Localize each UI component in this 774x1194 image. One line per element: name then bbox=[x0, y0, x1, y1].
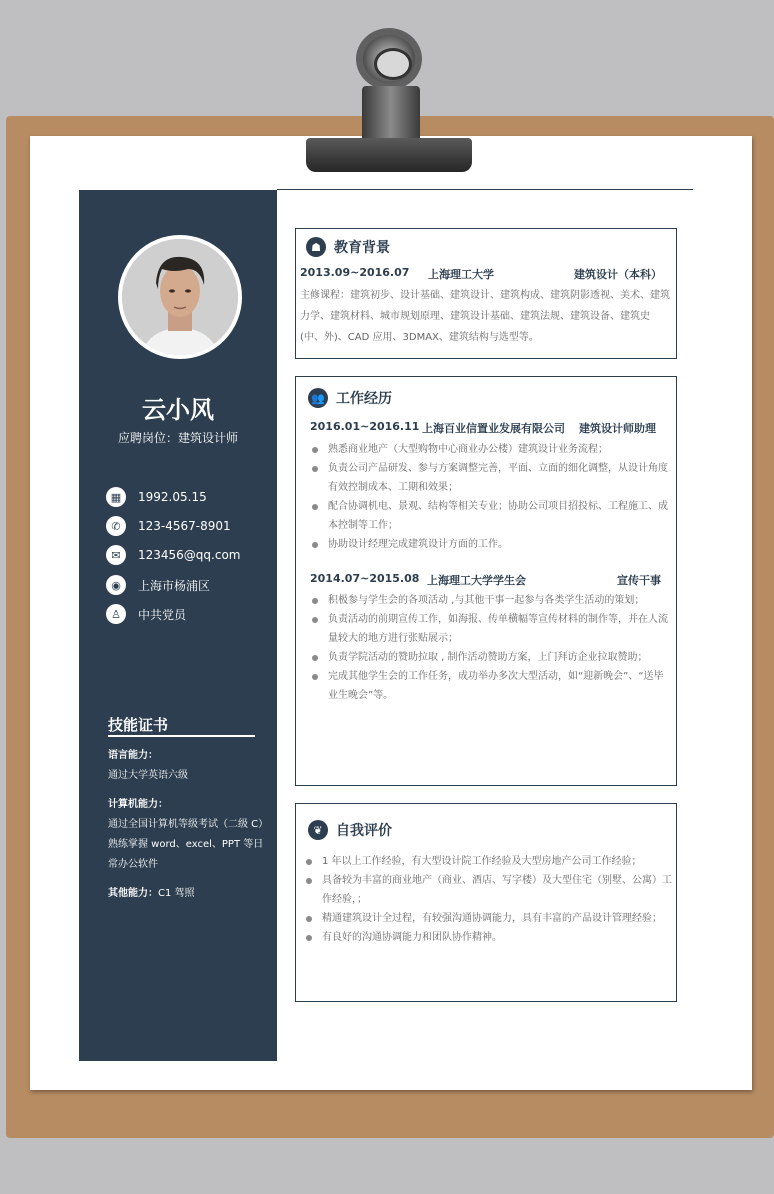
phone-text: 123-4567-8901 bbox=[138, 519, 231, 533]
job-2-duties bbox=[310, 591, 672, 705]
header-rule bbox=[277, 189, 693, 190]
work-title: 工作经历 bbox=[336, 391, 392, 407]
list-item: 精通建筑设计全过程，有较强沟通协调能力，具有丰富的产品设计管理经验； bbox=[304, 909, 674, 928]
contact-email bbox=[106, 544, 241, 566]
language-value: 通过大学英语六级 bbox=[108, 770, 188, 781]
party-text: 中共党员 bbox=[138, 607, 187, 622]
job-role: 宣传干事 bbox=[617, 574, 661, 587]
clip-plate bbox=[362, 86, 420, 146]
contact-location bbox=[106, 574, 210, 596]
list-item: 协助设计经理完成建筑设计方面的工作。 bbox=[310, 535, 670, 554]
language-label: 语言能力： bbox=[108, 750, 158, 761]
list-item: 积极参与学生会的各项活动 ,与其他干事一起参与各类学生活动的策划； bbox=[310, 591, 672, 610]
contact-birthdate bbox=[106, 486, 207, 508]
education-courses: 主修课程：建筑初步、设计基础、建筑设计、建筑构成、建筑阴影透视、美术、建筑力学、建筑材料、城市规划原理、建筑设计基础、建筑法规、建筑设备、建筑史(中、外)、CAD 应用、3DMAX、建筑结构与选型等。 bbox=[300, 290, 670, 343]
self-eval-title: 自我评价 bbox=[336, 823, 392, 839]
people-icon: 👥 bbox=[308, 388, 328, 408]
education-title: 教育背景 bbox=[334, 240, 390, 256]
birthdate-text: 1992.05.15 bbox=[138, 490, 207, 504]
candidate-name: 云小风 bbox=[142, 396, 214, 424]
phone-icon: ✆ bbox=[106, 516, 126, 536]
leaf-icon: ❦ bbox=[308, 820, 328, 840]
list-item: 配合协调机电、景观、结构等相关专业；协助公司项目招投标、工程施工、成本控制等工作； bbox=[310, 497, 670, 535]
avatar bbox=[118, 235, 242, 359]
job-row-1 bbox=[310, 420, 656, 436]
education-row bbox=[300, 266, 662, 282]
job-company: 上海理工大学学生会 bbox=[427, 574, 526, 587]
list-item: 完成其他学生会的工作任务，成功举办多次大型活动，如“迎新晚会”、“送毕业生晚会”等。 bbox=[310, 667, 672, 705]
job-period: 2016.01~2016.11 bbox=[310, 420, 420, 433]
contact-phone bbox=[106, 515, 231, 537]
location-text: 上海市杨浦区 bbox=[138, 578, 211, 593]
work-header bbox=[308, 388, 392, 408]
clip-base bbox=[306, 138, 472, 172]
education-school: 上海理工大学 bbox=[428, 268, 494, 281]
list-item: 负责活动的前期宣传工作，如海报、传单横幅等宣传材料的制作等，并在人流量较大的地方进行张贴展示； bbox=[310, 610, 672, 648]
job-role: 建筑设计师助理 bbox=[579, 422, 656, 435]
graduation-icon: ☗ bbox=[306, 237, 326, 257]
person-icon: ♙ bbox=[106, 604, 126, 624]
job-1-duties bbox=[310, 440, 670, 554]
list-item: 具备较为丰富的商业地产（商业、酒店、写字楼）及大型住宅（别墅、公寓）工作经验，； bbox=[304, 871, 674, 909]
list-item: 负责公司产品研发、参与方案调整完善，平面、立面的细化调整，从设计角度有效控制成本、工期和效果； bbox=[310, 459, 670, 497]
email-text: 123456@qq.com bbox=[138, 548, 241, 562]
list-item: 负责学院活动的赞助拉取 , 制作活动赞助方案，上门拜访企业拉取赞助； bbox=[310, 648, 672, 667]
self-eval-header bbox=[308, 820, 392, 840]
list-item: 有良好的沟通协调能力和团队协作精神。 bbox=[304, 928, 674, 947]
job-row-2 bbox=[310, 572, 661, 588]
job-company: 上海百业信置业发展有限公司 bbox=[422, 422, 565, 435]
other-skills: 其他能力：C1 驾照 bbox=[108, 888, 195, 899]
clip-hole bbox=[374, 48, 412, 80]
self-eval-list bbox=[304, 852, 674, 947]
contact-party bbox=[106, 603, 186, 625]
skills-title: 技能证书 bbox=[108, 716, 169, 734]
list-item: 1 年以上工作经验，有大型设计院工作经验及大型房地产公司工作经验； bbox=[304, 852, 674, 871]
education-period: 2013.09~2016.07 bbox=[300, 266, 410, 279]
applied-position: 应聘岗位：建筑设计师 bbox=[117, 431, 238, 445]
location-icon: ◉ bbox=[106, 575, 126, 595]
education-header bbox=[306, 237, 390, 257]
mail-icon: ✉ bbox=[106, 545, 126, 565]
list-item: 熟悉商业地产（大型购物中心商业办公楼）建筑设计业务流程； bbox=[310, 440, 670, 459]
computer-label: 计算机能力： bbox=[108, 799, 168, 810]
computer-value: 通过全国计算机等级考试（二级 C）熟练掌握 word、excel、PPT 等日常办公软件 bbox=[108, 819, 269, 870]
job-period: 2014.07~2015.08 bbox=[310, 572, 420, 585]
skills-divider bbox=[108, 735, 255, 737]
portrait-image bbox=[122, 239, 238, 355]
calendar-icon: ▦ bbox=[106, 487, 126, 507]
education-degree: 建筑设计（本科） bbox=[574, 268, 662, 281]
